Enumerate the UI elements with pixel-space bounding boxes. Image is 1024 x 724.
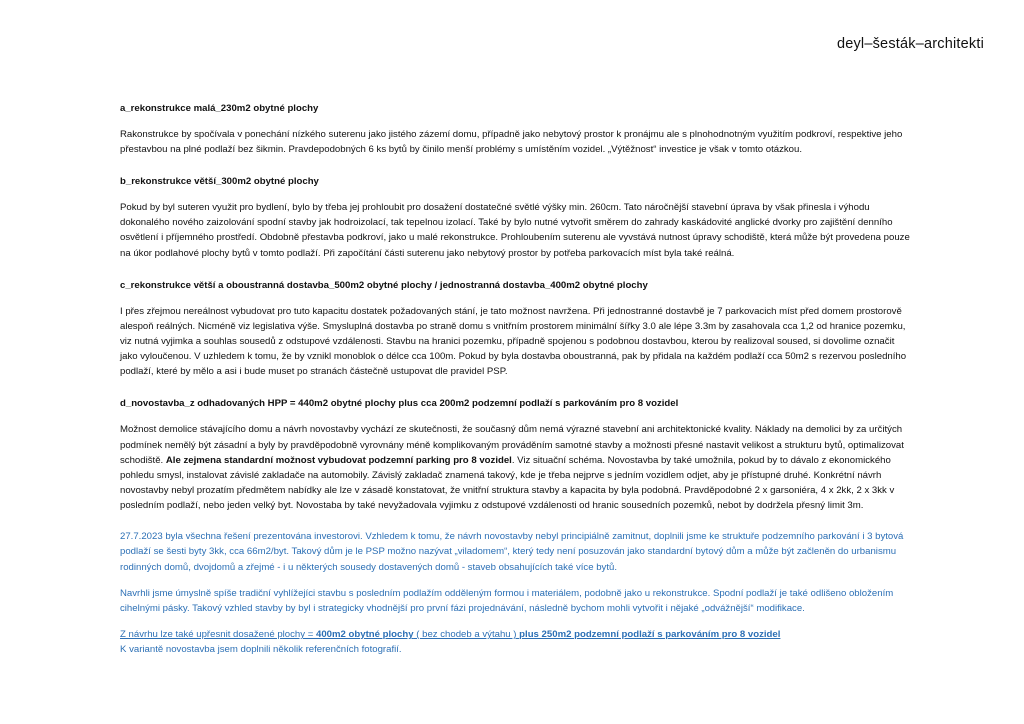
section-d-body-emphasis: Ale zejmena standardní možnost vybudovat podzemní parking pro 8 vozidel bbox=[165, 454, 512, 466]
studio-brand-title: deyl–šesták–architekti bbox=[836, 36, 984, 52]
section-b-body: Pokud by byl suteren využit pro bydlení, bylo by třeba jej prohloubit pro dosažení dostatečné světlé výšky min. 260cm. Tato náročnější stavební úprava by však přinesla i výhodu dokonalého nového zaizolování spodní stavby jak hodroizolací, tak tepelnou izolací. Také by bylo nutné vytvořit směrem do zahrady kaskádovité anglické dvorky pro zajištění denního osvětlení i příjemného prostředí. Obdobně přestavba podkroví, jako u malé rekonstrukce. Prohloubením suterenu ale vyvstává nutnost úpravy schodiště, která může být provedena pouze na úkor podlahové plochy bytů v tomto podlaží. Při započítání části suterenu jako nebytový prostor by potřeba parkovacích míst byla také reálná. bbox=[120, 202, 910, 259]
blue-note-paragraph-2: Navrhli jsme úmyslně spíše tradiční vyhlížejíci stavbu s posledním podlažím odděleným formou i materiálem, podobně jako u rekonstrukce. Spodní podlaží je také odlišeno obložením cihelnými pásky. Takový vzhled stavby by byl i strategicky vhodnější pro první fázi projednávání, následně bychom mohli vytvořit i nějaké „odvážnější“ modifikace. bbox=[120, 587, 894, 614]
blue-note-area-value: 400m2 obytné plochy bbox=[316, 629, 414, 641]
blue-note-area-pre: Z návrhu lze také upřesnit dosažené plochy = bbox=[120, 629, 316, 641]
section-b-heading: b_rekonstrukce větší_300m2 obytné plochy bbox=[120, 176, 319, 188]
section-c-heading: c_rekonstrukce větší a oboustranná dostavba_500m2 obytné plochy / jednostranná dostavba_400m2 obytné plochy bbox=[120, 279, 648, 291]
blue-note-paragraph-1: 27.7.2023 byla všechna řešení prezentována investorovi. Vzhledem k tomu, že návrh novostavby nebyl principiálně zamitnut, doplnili jsme ke struktuře podzemního parkování i 3 bytová podlaží se šesti byty 3kk, cca 66m2/byt. Takový dům je le PSP možno nazývat „viladomem“, který tedy není posuzován jako standardní bytový dům a může být začleněn do urbanismu rodinných domů, dvojdomů a zřejmé - i u některých sousedy dostavených domů - staveb obsahujících také více bytů. bbox=[120, 531, 904, 573]
section-c-body: I přes zřejmou nereálnost vybudovat pro tuto kapacitu dostatek požadovaných stání, je tato možnost navržena. Při jednostranné dostavbě je 7 parkovacich míst před domem prostorově alespoň reálných. Nicméně viz legislativa výše. Smysluplná dostavba po straně domu s vnitřním prostorem minimální šířky 3.0 ale lépe 3.3m by zasahovala cca 1,2 od hranice pozemku, viz nutná vyjimka a souhlas sousedů z odstupové vzdálenosti. Stavbu na hranici pozemku, případně spojenou s podobnou dostavbou, kterou by realizoval soused, si dovolime označit jako vyloučenou. V uzhledem k tomu, že by vznikl monoblok o délce cca 100m. Pokud by byla dostavba oboustranná, pak by přidala na každém podlaží cca 50m2 s rezervou posledního podlaží, které by mělo a asi i bude muset po stranách částečně ustupovat dle pravidel PSP. bbox=[120, 305, 907, 378]
blue-note-paragraph-3 bbox=[120, 627, 910, 642]
blue-note-paragraph-4: K variantě novostavba jsem doplnili několik referenčních fotografií. bbox=[120, 644, 402, 656]
section-a-body: Rakonstrukce by spočívala v ponechání nízkého suterenu jako jistého zázemí domu, případně jako nebytový prostor k pronájmu ale s plnohodnotným využitím podkroví, respektive jeho přestavbou na plné podlaží bez šikmin. Pravdepodobných 6 ks bytů by činilo menší problémy s umístěním vozidel. „Výtěžnost“ investice je však v tomto otázkou. bbox=[120, 128, 903, 156]
blue-note-parking-value: plus 250m2 podzemní podlaží s parkováním pro 8 vozidel bbox=[519, 629, 781, 641]
document-content bbox=[120, 102, 910, 657]
blue-addendum-note bbox=[120, 529, 910, 657]
section-d-body-pre: Možnost demolice stávajícího domu a návrh novostavby vychází ze skutečnosti, že současný dům nemá výrazné stavební ani architektonické kvality. Náklady na demolici by za určitých podmínek nemělý být zásadní a byly by pravděpodobně vyrovnány méně komplikovaným prováděním samotné stavby a možnosti přesné nastavit velikost a strukturu bytů, optimalizovat schodiště. bbox=[120, 424, 904, 466]
blue-note-area-mid: ( bez chodeb a výtahu ) bbox=[413, 629, 520, 641]
section-d-heading: d_novostavba_z odhadovaných HPP = 440m2 obytné plochy plus cca 200m2 podzemní podlaží s parkováním pro 8 vozidel bbox=[120, 398, 679, 410]
section-a-heading: a_rekonstrukce malá_230m2 obytné plochy bbox=[120, 103, 319, 114]
section-d-body-post: . Viz situační schéma. Novostavba by také umožnila, pokud by to dávalo z ekonomického pohledu smysl, instalovat závislé zakladače na automobily. Závislý zakladač znamená takový, kde je třeba nejprve s jedním vozidlem odjet, aby je přístupné druhé. Konkrétní návrh novostavby nebyl prozatím předmětem nabídky ale lze v zásadě konstatovat, že vnitřní struktura stavby a kapacita by byla podobná. Pravděpodobné 2 x garsoniéra, 4 x 2kk, 2 x 3kk v posledním podlaží, nebo jeden velký byt. Novostaba by také nevyžadovala vyjimku z odstupové vzdálenosti od hranic sousedních pozemků, nebot by dodržela přesný limit 3m. bbox=[120, 454, 895, 512]
section-d-body bbox=[120, 422, 910, 513]
